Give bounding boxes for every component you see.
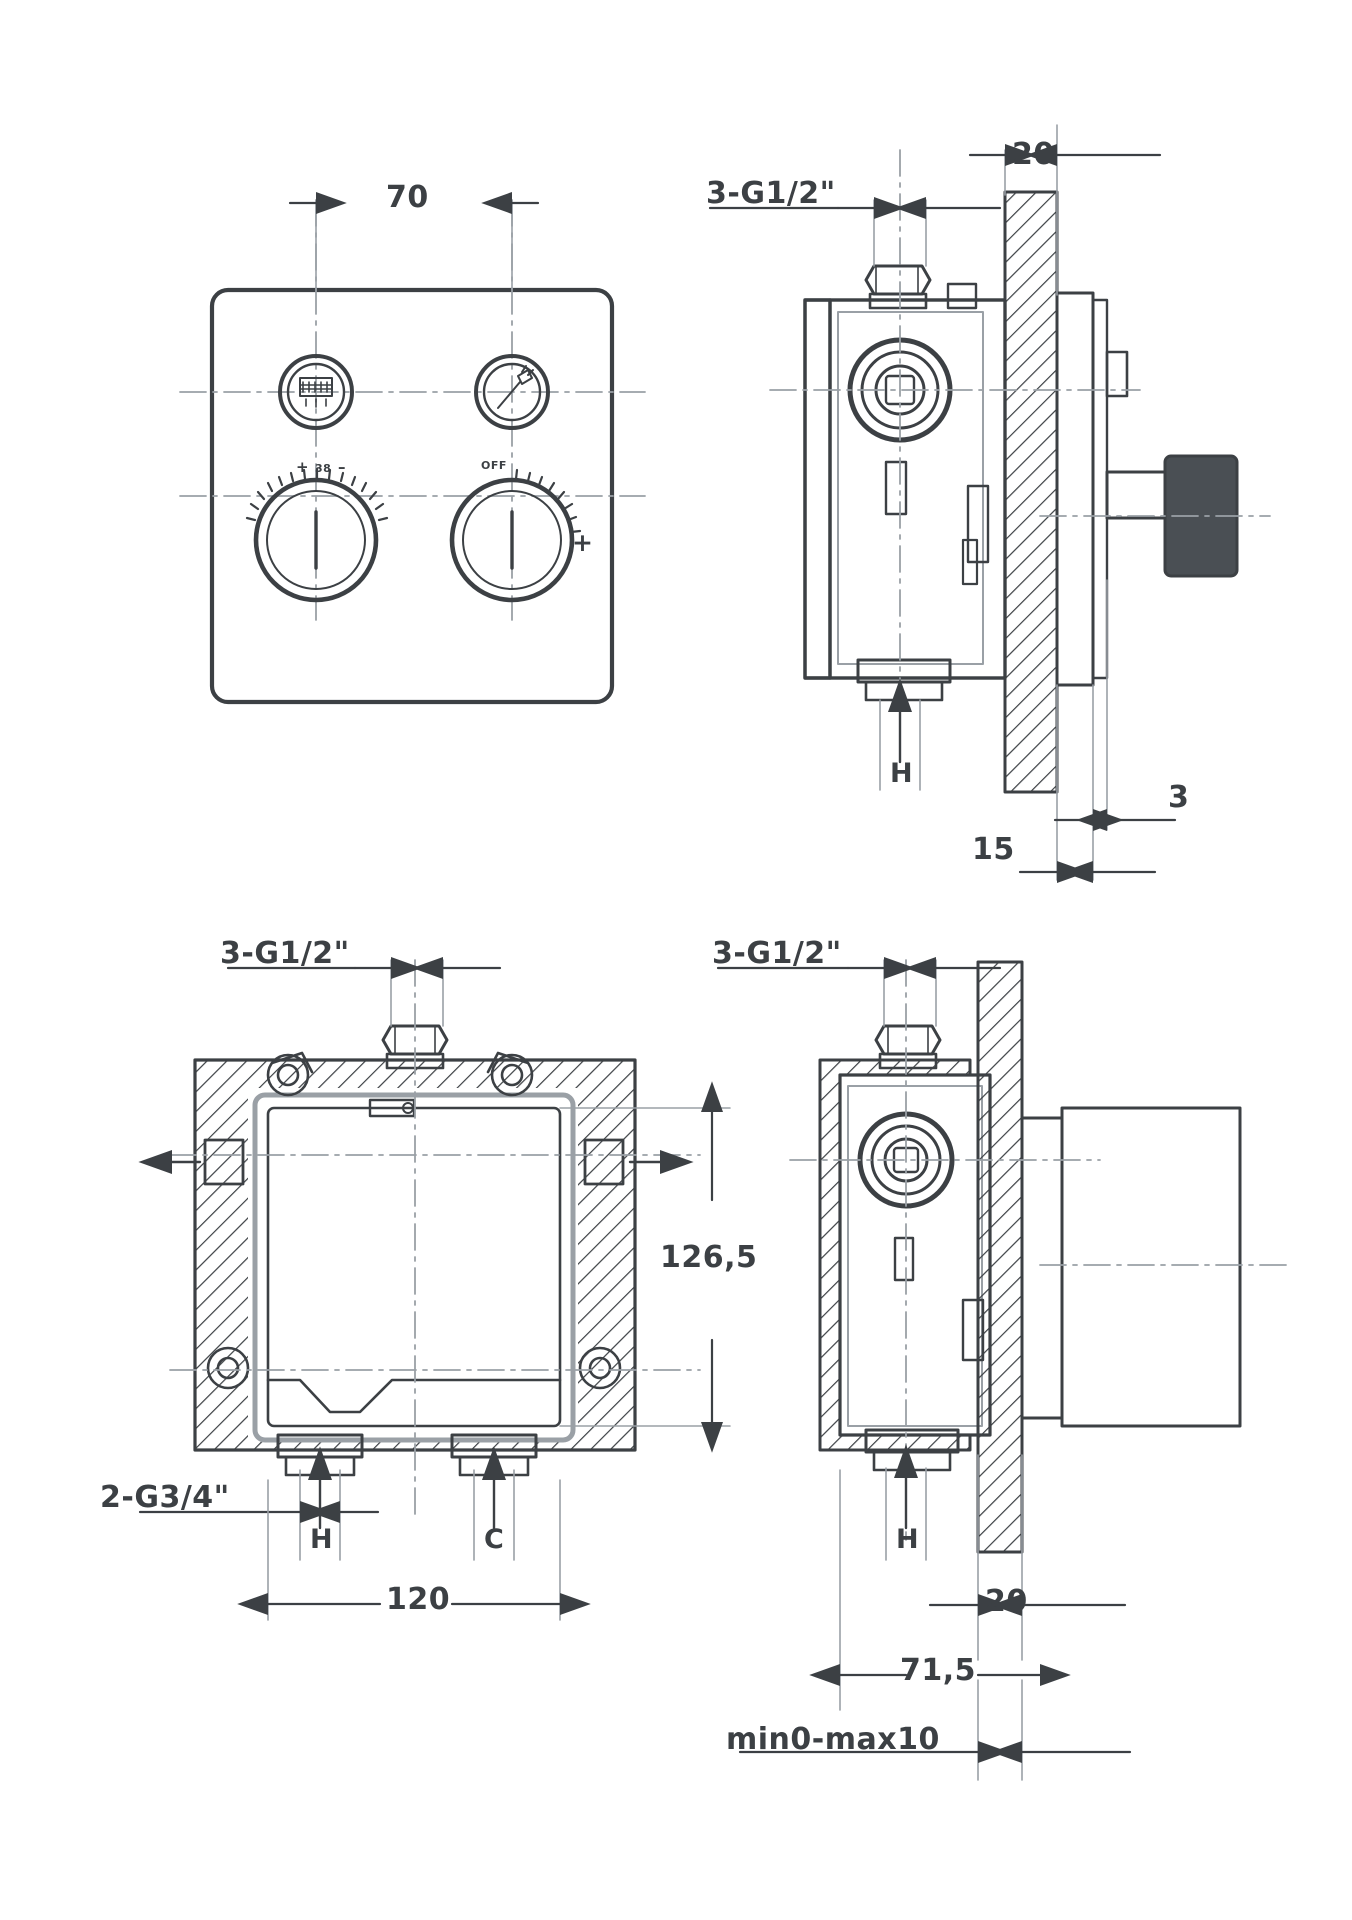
knob-scale-off: OFF [481,459,507,472]
dimension-label-126-5: 126,5 [660,1240,758,1275]
dimension-label-min-max: min0-max10 [726,1722,940,1757]
dimension-label-71-5: 71,5 [900,1653,977,1688]
volume-knob [452,470,580,600]
dimension-label-20-top: 20 [1012,137,1055,172]
dimension-label-70: 70 [386,180,429,215]
dimension-label-g12-top: 3-G1/2" [706,176,836,211]
knob-scale-plus-2: + [572,528,594,557]
knob-scale-minus: – [338,458,346,476]
port-label-c-bl: C [484,1524,505,1555]
dimension-label-120: 120 [386,1582,451,1617]
top-nut [866,266,930,308]
side-section-view [710,125,1270,880]
temperature-knob [247,469,387,600]
side-section-view-2 [718,960,1290,1780]
port-label-h-br: H [896,1524,920,1555]
port-label-h-bl: H [310,1524,334,1555]
dimension-label-3: 3 [1168,780,1190,815]
dimension-label-g12-br: 3-G1/2" [712,936,842,971]
dimension-label-g12-bl: 3-G1/2" [220,936,350,971]
dimension-label-20-bottom: 20 [985,1584,1028,1619]
knob-scale-38: 38 [315,462,332,475]
front-section-view [140,960,730,1620]
dimension-label-g34: 2-G3/4" [100,1480,230,1515]
knob-scale-plus: + [296,458,310,476]
front-face-view [180,200,645,702]
dimension-label-15: 15 [972,832,1015,867]
port-label-h-top: H [890,758,914,789]
